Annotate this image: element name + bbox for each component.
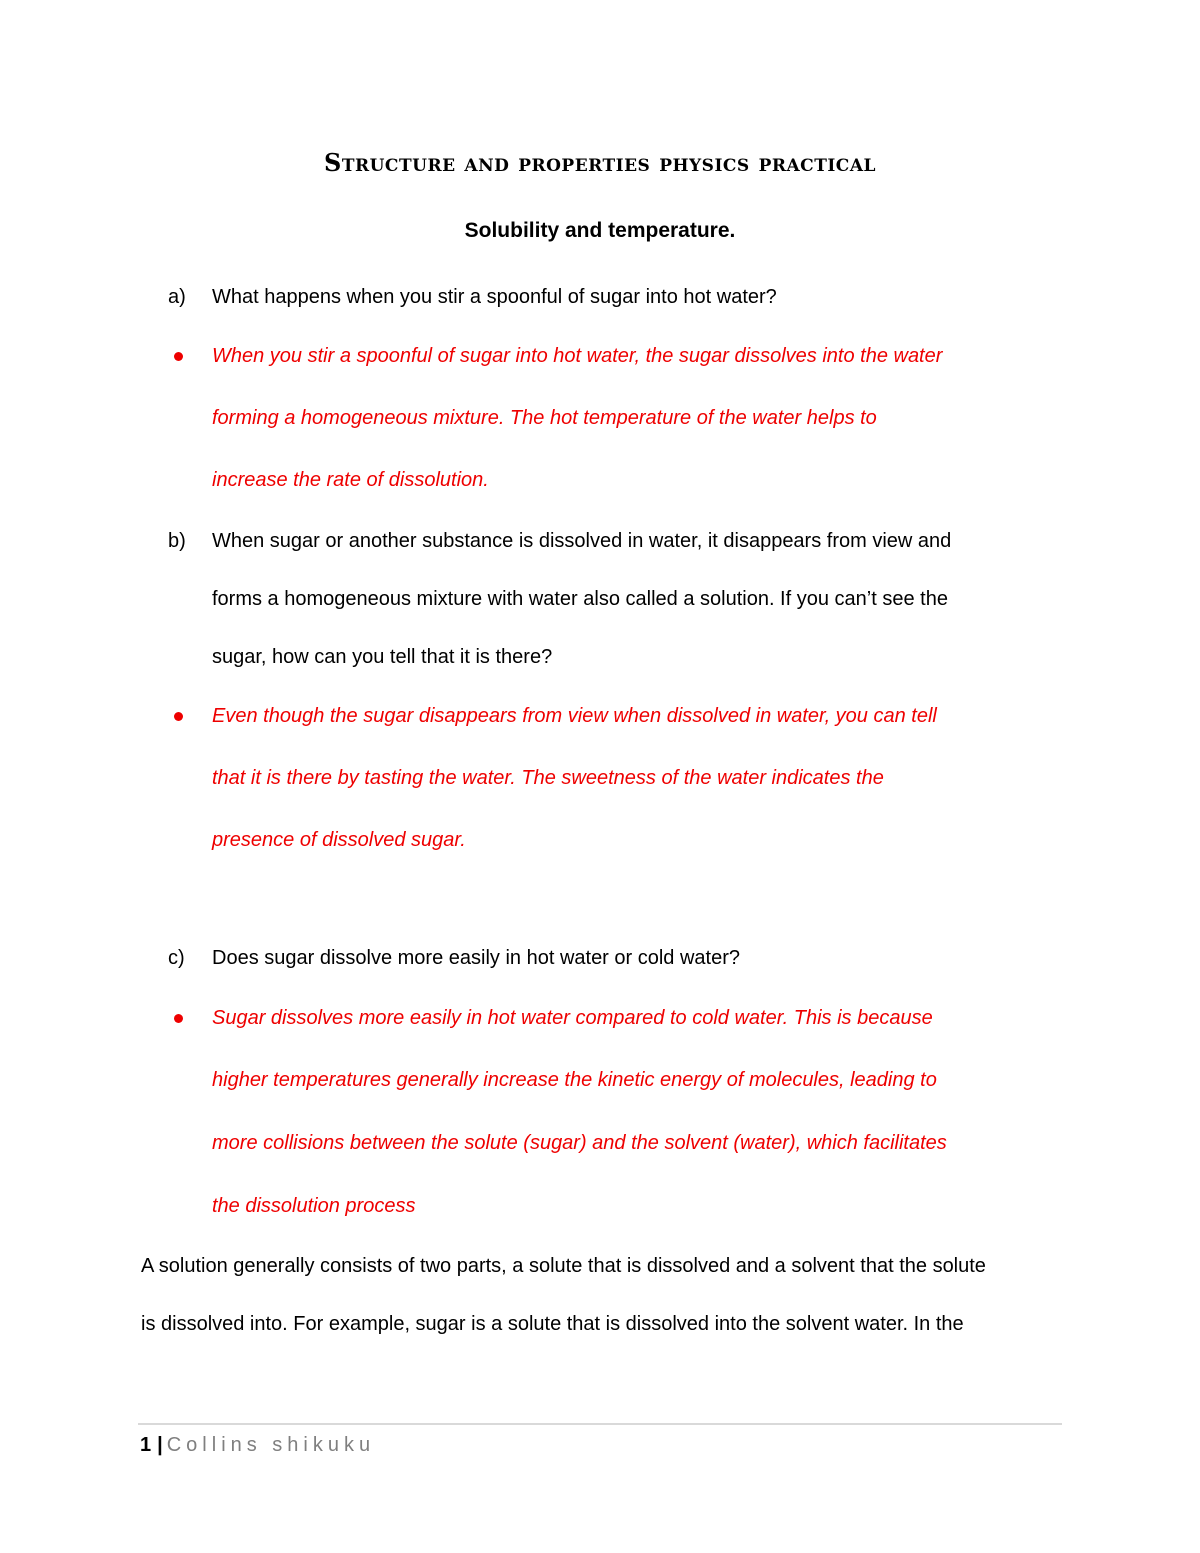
question-marker-b: b) xyxy=(168,530,186,552)
answer-c-line-2: higher temperatures generally increase the kinetic energy of molecules, leading to xyxy=(212,1069,937,1091)
question-b-line-2: forms a homogeneous mixture with water also called a solution. If you can’t see the xyxy=(212,588,948,610)
footer-separator: | xyxy=(157,1434,163,1456)
answer-a-line-1: When you stir a spoonful of sugar into hot water, the sugar dissolves into the water xyxy=(212,345,943,367)
answer-c-line-3: more collisions between the solute (sugar) and the solvent (water), which facilitates xyxy=(212,1132,947,1154)
paragraph-line-2: is dissolved into. For example, sugar is a solute that is dissolved into the solvent water. In the xyxy=(141,1313,964,1335)
question-b-line-1: When sugar or another substance is dissolved in water, it disappears from view and xyxy=(212,530,952,552)
bullet-icon xyxy=(174,712,183,721)
bullet-icon xyxy=(174,1014,183,1023)
answer-a-line-2: forming a homogeneous mixture. The hot temperature of the water helps to xyxy=(212,407,877,429)
page-title: Structure and properties physics practical xyxy=(324,148,876,177)
answer-c-line-1: Sugar dissolves more easily in hot water compared to cold water. This is because xyxy=(212,1007,933,1029)
question-a-line-1: What happens when you stir a spoonful of sugar into hot water? xyxy=(212,286,777,308)
answer-b-line-3: presence of dissolved sugar. xyxy=(212,829,466,851)
question-c-line-1: Does sugar dissolve more easily in hot water or cold water? xyxy=(212,947,741,969)
footer-author: Collins shikuku xyxy=(166,1434,376,1456)
bullet-icon xyxy=(174,352,183,361)
answer-a-line-3: increase the rate of dissolution. xyxy=(212,469,489,491)
paragraph-line-1: A solution generally consists of two parts, a solute that is dissolved and a solvent that the solute xyxy=(141,1255,986,1277)
section-heading: Solubility and temperature. xyxy=(464,219,736,242)
page-footer xyxy=(140,1431,375,1459)
answer-b-line-2: that it is there by tasting the water. The sweetness of the water indicates the xyxy=(212,767,884,789)
page-number: 1 xyxy=(140,1434,152,1456)
question-marker-a: a) xyxy=(168,286,186,308)
footer-divider xyxy=(138,1423,1062,1425)
answer-c-line-4: the dissolution process xyxy=(212,1195,416,1217)
question-marker-c: c) xyxy=(168,947,185,969)
question-b-line-3: sugar, how can you tell that it is there? xyxy=(212,646,553,668)
answer-b-line-1: Even though the sugar disappears from view when dissolved in water, you can tell xyxy=(212,705,937,727)
